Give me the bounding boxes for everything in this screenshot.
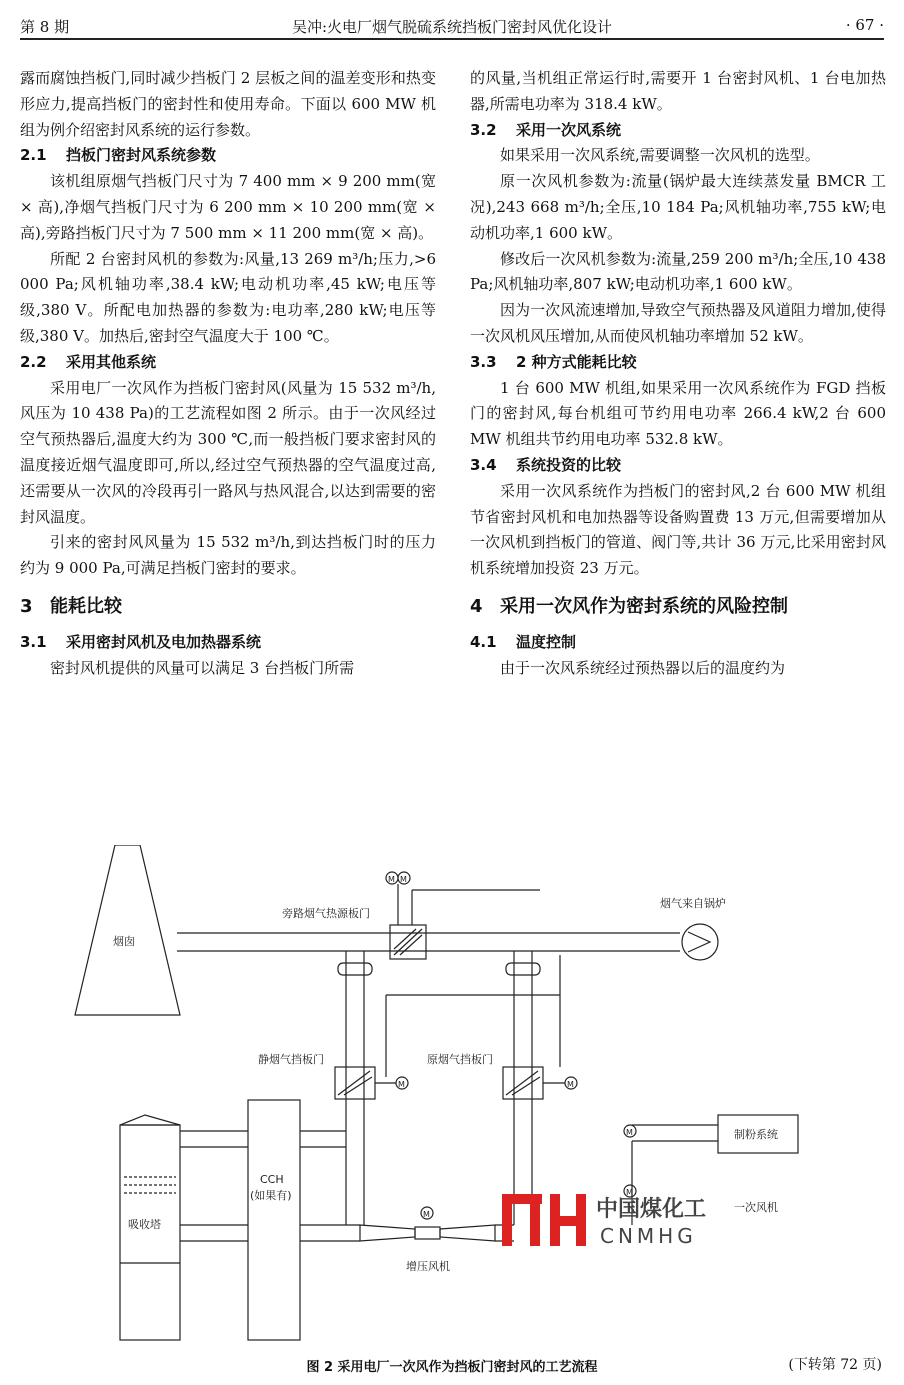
running-title: 吴冲:火电厂烟气脱硫系统挡板门密封风优化设计 [291, 18, 613, 36]
boiler-inlet [682, 924, 718, 960]
watermark-logo [500, 1188, 590, 1250]
paragraph: 密封风机提供的风量可以满足 3 台挡板门所需 [50, 658, 355, 677]
cch-sub-label: (如果有) [250, 1189, 292, 1202]
svg-text:M: M [423, 1210, 430, 1219]
from-boiler-label: 烟气来自锅炉 [660, 897, 726, 910]
chimney-label: 烟囱 [113, 935, 135, 948]
page-header [20, 12, 884, 40]
svg-text:M: M [398, 1080, 405, 1089]
clean-gate-label: 静烟气挡板门 [258, 1053, 324, 1066]
paragraph: 由于一次风系统经过预热器以后的温度约为 [500, 658, 786, 677]
watermark-cn: 中国煤化工 [596, 1197, 707, 1222]
svg-text:M: M [388, 875, 395, 884]
right-column [470, 66, 886, 681]
watermark-en: CNMHG [600, 1224, 697, 1248]
section-heading-3-4: 3.4 系统投资的比较 [470, 455, 622, 474]
absorber-box [120, 1125, 180, 1340]
paragraph: 修改后一次风机参数为:流量,259 200 m³/h;全压,10 438 Pa;风机轴功率,807 kW;电动机功率,1 600 kW。 [470, 249, 886, 294]
paragraph: 1 台 600 MW 机组,如果采用一次风系统作为 FGD 挡板门的密封风,每台机组可节约用电功率 266.4 kW,2 台 600 MW 机组共节约用电功率 532.8 kW。 [470, 378, 886, 449]
svg-text:M: M [626, 1128, 633, 1137]
cch-box [248, 1100, 300, 1340]
bypass-label: 旁路烟气热源板门 [282, 907, 370, 920]
paragraph: 露而腐蚀挡板门,同时减少挡板门 2 层板之间的温差变形和热变形应力,提高挡板门的密封性和使用寿命。下面以 600 MW 机组为例介绍密封风系统的运行参数。 [20, 69, 436, 139]
paragraph: 所配 2 台密封风机的参数为:风量,13 269 m³/h;压力,>6 000 Pa;风机轴功率,38.4 kW;电动机功率,45 kW;电压等级,380 V。所配电加热器的参数为:电功率,280 kW;电压等级,380 V。加热后,密封空气温度大于 100 ℃。 [20, 249, 436, 345]
continued-note: (下转第 72 页) [788, 1357, 882, 1373]
absorber-label: 吸收塔 [128, 1218, 161, 1231]
section-heading-2-1: 2.1 挡板门密封风系统参数 [20, 146, 217, 165]
section-heading-2-2: 2.2 采用其他系统 [20, 352, 157, 371]
section-heading-4-1: 4.1 温度控制 [470, 632, 577, 651]
section-heading-3-3: 3.3 2 种方式能耗比较 [470, 352, 637, 371]
paragraph: 采用电厂一次风作为挡板门密封风(风量为 15 532 m³/h,风压为 10 438 Pa)的工艺流程如图 2 所示。由于一次风经过空气预热器后,温度大约为 300 ℃,而一般挡板门要求密封风的温度接近烟气温度即可,所以,经过空气预热器的空气温度过高,还需要从一次风的冷段再引一路风与热风混合,以达到需要的密封风温度。 [20, 378, 436, 526]
paragraph: 引来的密封风风量为 15 532 m³/h,到达挡板门时的压力约为 9 000 Pa,可满足挡板门密封的要求。 [20, 533, 436, 578]
pulverizer-label: 制粉系统 [734, 1128, 778, 1141]
chimney-shape [75, 845, 180, 1015]
svg-text:M: M [567, 1080, 574, 1089]
paragraph: 原一次风机参数为:流量(锅炉最大连续蒸发量 BMCR 工况),243 668 m³/h;全压,10 184 Pa;风机轴功率,755 kW;电动机功率,1 600 kW。 [470, 172, 886, 242]
paragraph: 因为一次风流速增加,导致空气预热器及风道阻力增加,使得一次风机风压增加,从而使风机轴功率增加 52 kW。 [470, 301, 886, 345]
paragraph: 如果采用一次风系统,需要调整一次风机的选型。 [500, 146, 820, 165]
section-heading-3-1: 3.1 采用密封风机及电加热器系统 [20, 632, 262, 651]
issue-number: 第 8 期 [20, 18, 70, 36]
section-heading-4: 4 采用一次风作为密封系统的风险控制 [470, 595, 788, 617]
raw-gate-label: 原烟气挡板门 [427, 1053, 493, 1066]
left-column [20, 66, 436, 681]
process-flow-figure [20, 845, 890, 1345]
cch-label: CCH [260, 1173, 284, 1186]
paragraph: 该机组原烟气挡板门尺寸为 7 400 mm × 9 200 mm(宽 × 高),净烟气挡板门尺寸为 6 200 mm × 10 200 mm(宽 × 高),旁路挡板门尺寸为 7 500 mm × 11 200 mm(宽 × 高)。 [20, 172, 436, 242]
svg-text:M: M [626, 1188, 633, 1197]
paragraph: 的风量,当机组正常运行时,需要开 1 台密封风机、1 台电加热器,所需电功率为 318.4 kW。 [470, 69, 886, 113]
figure-caption: 图 2 采用电厂一次风作为挡板门密封风的工艺流程 [306, 1360, 598, 1375]
section-heading-3: 3 能耗比较 [20, 595, 122, 617]
page-number: · 67 · [845, 16, 884, 34]
svg-text:M: M [400, 875, 407, 884]
booster-label: 增压风机 [406, 1260, 450, 1273]
section-heading-3-2: 3.2 采用一次风系统 [470, 120, 622, 139]
booster-fan [360, 1225, 415, 1241]
paragraph: 采用一次风系统作为挡板门的密封风,2 台 600 MW 机组节省密封风机和电加热器等设备购置费 13 万元,但需要增加从一次风机到挡板门的管道、阀门等,共计 36 万元,比采用密封风机系统增加投资 23 万元。 [470, 481, 886, 578]
watermark [500, 1188, 740, 1258]
primary-fan-label: 一次风机 [734, 1201, 778, 1214]
